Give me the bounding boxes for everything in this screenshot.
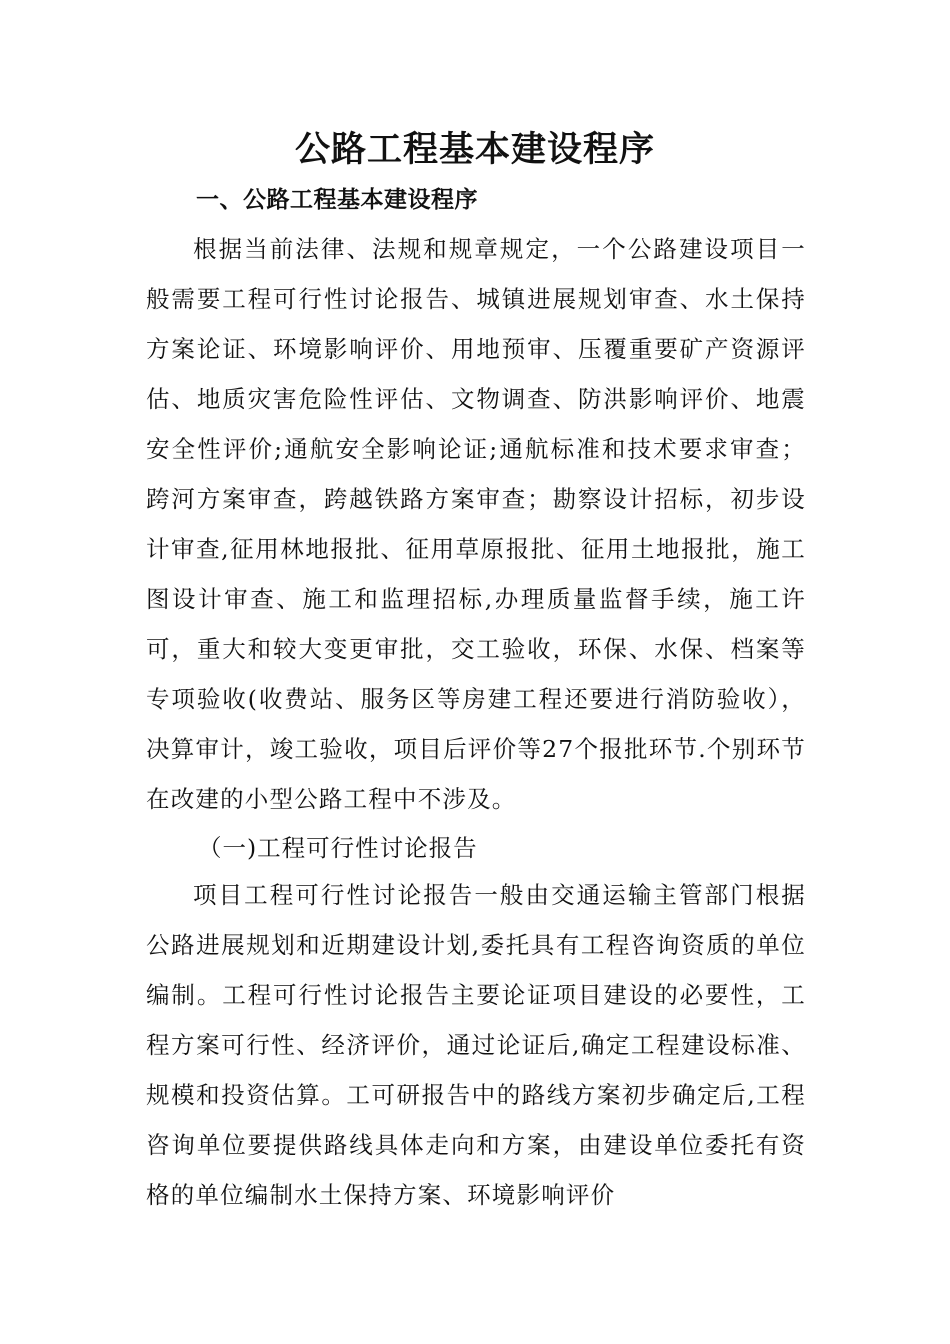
body-paragraph-1: 根据当前法律、法规和规章规定，一个公路建设项目一般需要工程可行性讨论报告、城镇进展规划审查、水土保持方案论证、环境影响评价、用地预审、压覆重要矿产资源评估、地质灾害危险性评估、文物调查、防洪影响评价、地震安全性评价;通航安全影响论证;通航标准和技术要求审查；跨河方案审查，跨越铁路方案审查；勘察设计招标，初步设计审查,征用林地报批、征用草原报批、征用土地报批，施工图设计审查、施工和监理招标,办理质量监督手续，施工许可，重大和较大变更审批，交工验收，环保、水保、档案等专项验收(收费站、服务区等房建工程还要进行消防验收），决算审计，竣工验收，项目后评价等27个报批环节.个别环节在改建的小型公路工程中不涉及。 <box>146 235 806 813</box>
section-heading: 一、公路工程基本建设程序 <box>196 187 478 213</box>
body-paragraph-2: 项目工程可行性讨论报告一般由交通运输主管部门根据公路进展规划和近期建设计划,委托具有工程咨询资质的单位编制。工程可行性讨论报告主要论证项目建设的必要性，工程方案可行性、经济评价，通过论证后,确定工程建设标准、规模和投资估算。工可研报告中的路线方案初步确定后,工程咨询单位要提供路线具体走向和方案，由建设单位委托有资格的单位编制水土保持方案、环境影响评价 <box>146 881 806 1209</box>
document-title: 公路工程基本建设程序 <box>294 130 655 170</box>
subheading-feasibility-report: （一)工程可行性讨论报告 <box>198 834 478 862</box>
